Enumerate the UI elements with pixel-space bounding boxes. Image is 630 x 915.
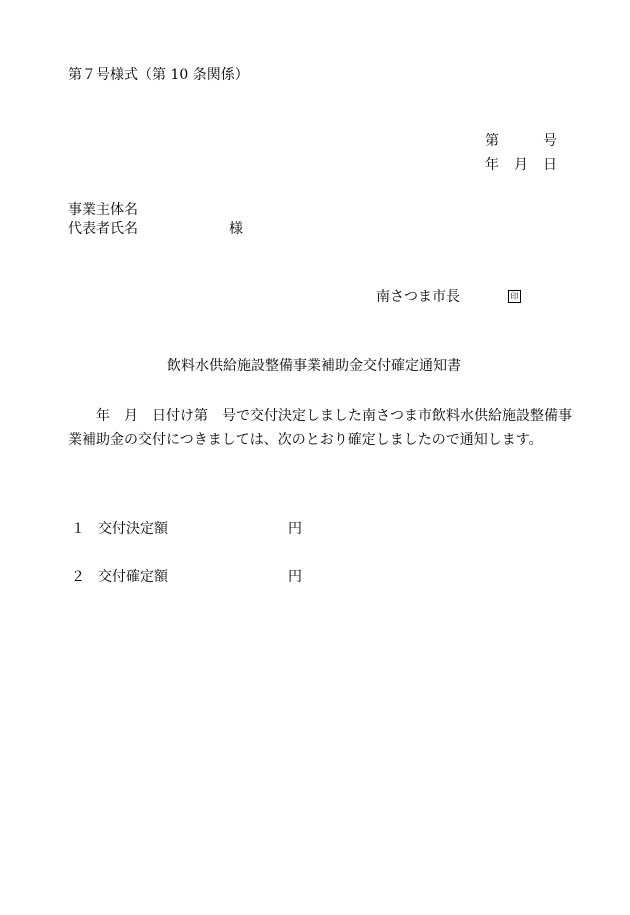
item-number: １ (71, 521, 85, 537)
seal-mark-icon: 印 (508, 290, 521, 303)
item-unit-yen: 円 (288, 521, 302, 537)
document-number-suffix: 号 (543, 133, 557, 149)
item-label-grant-decision-amount: 交付決定額 (98, 521, 168, 537)
document-title: 飲料水供給施設整備事業補助金交付確定通知書 (167, 358, 461, 374)
item-label-grant-confirmed-amount: 交付確定額 (98, 569, 168, 585)
date-day-label: 日 (543, 157, 557, 173)
document-number-label: 第 (485, 133, 499, 149)
item-number: ２ (71, 569, 85, 585)
date-month-label: 月 (514, 157, 528, 173)
notice-body-text: 年 月 日付け第 号で交付決定しました南さつま市飲料水供給施設整備事業補助金の交付につきましては、次のとおり確定しましたので通知します。 (68, 408, 572, 448)
representative-name-label: 代表者氏名 (68, 221, 138, 237)
entity-name-label: 事業主体名 (68, 202, 138, 218)
form-number: 第７号様式（第 10 条関係） (68, 67, 249, 83)
honorific-sama: 様 (229, 221, 243, 237)
item-unit-yen: 円 (288, 569, 302, 585)
issuer-title: 南さつま市長 (376, 289, 460, 305)
date-year-label: 年 (485, 157, 499, 173)
